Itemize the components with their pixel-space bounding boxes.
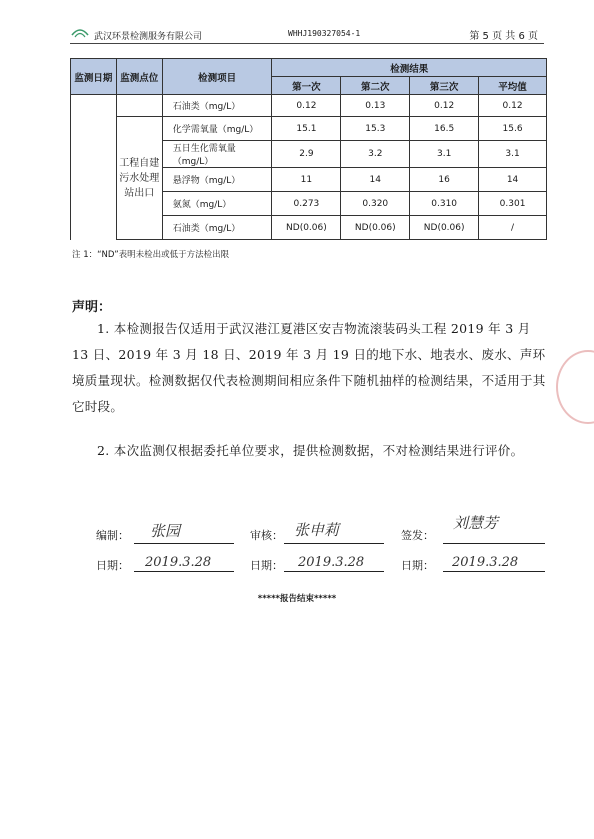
header-results: 检测结果: [272, 59, 547, 77]
header-first: 第一次: [272, 77, 341, 95]
value-cell: 15.6: [479, 117, 547, 141]
issuer-line: [443, 543, 545, 544]
header-item: 检测项目: [162, 59, 272, 95]
header-site: 监测点位: [116, 59, 162, 95]
value-cell: ND(0.06): [341, 216, 410, 240]
date-label-2: 日期：: [250, 559, 283, 572]
compiler-label: 编制：: [96, 529, 129, 542]
value-cell: ND(0.06): [272, 216, 341, 240]
value-cell: 0.12: [272, 95, 341, 117]
value-cell: 15.1: [272, 117, 341, 141]
results-table: [70, 58, 547, 240]
item-cell: 石油类（mg/L）: [162, 95, 272, 117]
value-cell: /: [479, 216, 547, 240]
value-cell: 0.320: [341, 192, 410, 216]
date-value-2: 2019.3.28: [298, 555, 365, 570]
reviewer-signature: 张申莉: [294, 521, 340, 539]
reviewer-label: 审核：: [250, 529, 283, 542]
declaration-paragraph-1: 1. 本检测报告仅适用于武汉港江夏港区安吉物流滚装码头工程 2019 年 3 月 13 日、2019 年 3 月 18 日、2019 年 3 月 19 日的地下水、地表水、废水、声环境质量现状。检测数据仅代表检测期间相应条件下随机抽样的检测结果，不适用于其它时段。: [72, 321, 546, 414]
header-average: 平均值: [479, 77, 547, 95]
table-row: [71, 117, 547, 141]
compiler-line: [134, 543, 234, 544]
declaration-paragraph-2: 2. 本次监测仅根据委托单位要求，提供检测数据，不对检测结果进行评价。: [97, 443, 524, 458]
date-value-1: 2019.3.28: [145, 555, 212, 570]
table-row: [71, 95, 547, 117]
date-value-3: 2019.3.28: [452, 555, 519, 570]
report-number: WHHJ190327054-1: [288, 29, 361, 38]
date-line-3: [443, 571, 545, 572]
value-cell: 0.12: [479, 95, 547, 117]
value-cell: 11: [272, 168, 341, 192]
seal-stamp-edge: [556, 350, 594, 424]
value-cell: 14: [341, 168, 410, 192]
value-cell: 14: [479, 168, 547, 192]
issuer-signature: 刘慧芳: [453, 514, 499, 532]
item-cell: 石油类（mg/L）: [162, 216, 272, 240]
site-cell: 工程自建污水处理站出口: [116, 117, 162, 240]
value-cell: 16: [410, 168, 479, 192]
item-cell: 化学需氧量（mg/L）: [162, 117, 272, 141]
value-cell: 2.9: [272, 141, 341, 168]
value-cell: 15.3: [341, 117, 410, 141]
empty-cell: [116, 95, 162, 117]
value-cell: 0.13: [341, 95, 410, 117]
value-cell: 0.310: [410, 192, 479, 216]
company-logo-icon: [70, 25, 90, 39]
header-second: 第二次: [341, 77, 410, 95]
value-cell: 0.273: [272, 192, 341, 216]
header-date: 监测日期: [71, 59, 117, 95]
item-cell: 悬浮物（mg/L）: [162, 168, 272, 192]
date-line-2: [284, 571, 384, 572]
company-name: 武汉环景检测服务有限公司: [94, 32, 203, 42]
value-cell: 0.12: [410, 95, 479, 117]
declaration-title: 声明：: [72, 300, 112, 315]
value-cell: 16.5: [410, 117, 479, 141]
empty-cell: [71, 95, 117, 117]
header-third: 第三次: [410, 77, 479, 95]
issuer-label: 签发：: [401, 529, 434, 542]
date-label-3: 日期：: [401, 559, 434, 572]
page-number: 第 5 页 共 6 页: [469, 31, 538, 42]
date-line-1: [134, 571, 234, 572]
value-cell: 0.301: [479, 192, 547, 216]
value-cell: 3.1: [410, 141, 479, 168]
reviewer-line: [284, 543, 384, 544]
empty-cell: [71, 117, 117, 240]
report-end-marker: *****报告结束*****: [257, 594, 337, 604]
item-cell: 氨氮（mg/L）: [162, 192, 272, 216]
page-header: [70, 23, 544, 44]
value-cell: 3.1: [479, 141, 547, 168]
compiler-signature: 张园: [150, 522, 181, 540]
item-cell: 五日生化需氧量（mg/L）: [162, 141, 272, 168]
value-cell: 3.2: [341, 141, 410, 168]
date-label-1: 日期：: [96, 559, 129, 572]
table-note: 注 1：“ND”表明未检出或低于方法检出限: [72, 250, 230, 260]
value-cell: ND(0.06): [410, 216, 479, 240]
